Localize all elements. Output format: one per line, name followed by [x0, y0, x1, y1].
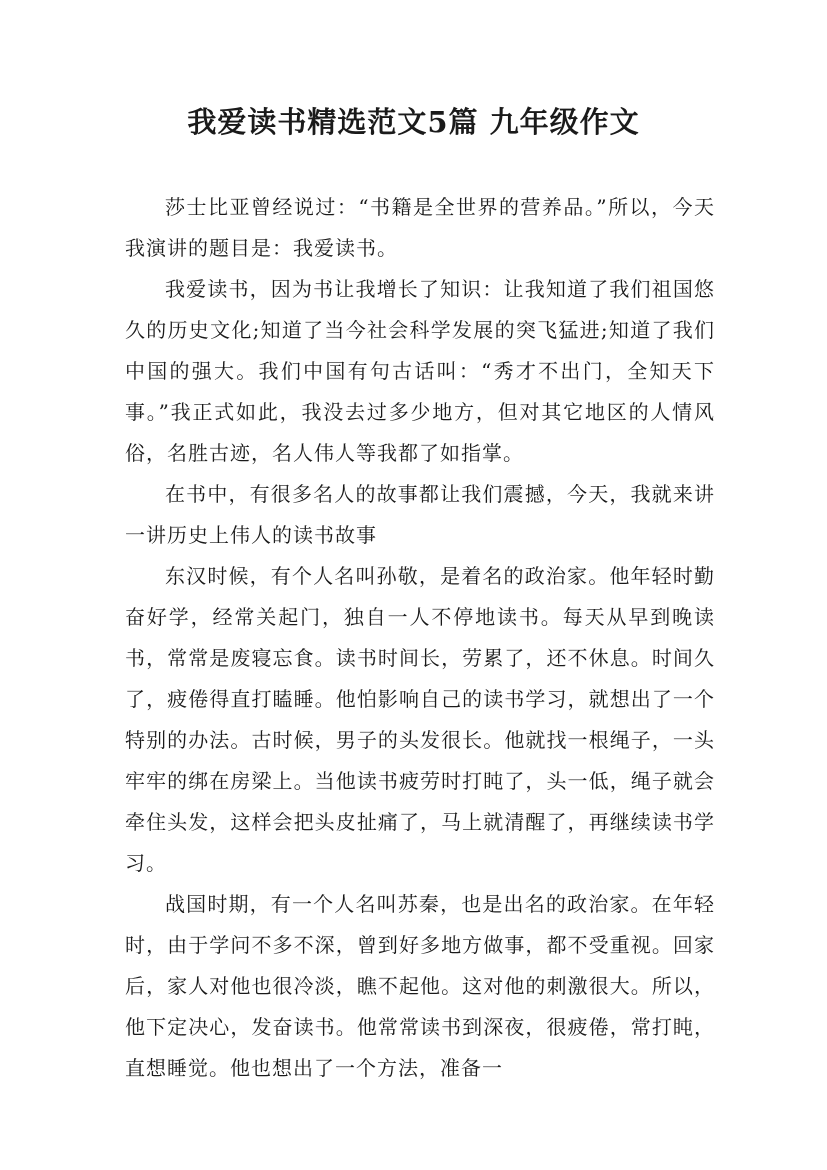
paragraph-3: 在书中，有很多名人的故事都让我们震撼，今天，我就来讲一讲历史上伟人的读书故事	[125, 482, 715, 547]
paragraph-5: 战国时期，有一个人名叫苏秦，也是出名的政治家。在年轻时，由于学问不多不深，曾到好多地方做事，都不受重视。回家后，家人对他也很冷淡，瞧不起他。这对他的刺激很大。所以，他下定决心，发奋读书。他常常读书到深夜，很疲倦，常打盹，直想睡觉。他也想出了一个方法，准备一	[125, 892, 715, 1080]
paragraph-1: 莎士比亚曾经说过：“书籍是全世界的营养品。”所以，今天我演讲的题目是：我爱读书。	[125, 195, 715, 260]
paragraph-2: 我爱读书，因为书让我增长了知识：让我知道了我们祖国悠久的历史文化;知道了当今社会科学发展的突飞猛进;知道了我们中国的强大。我们中国有句古话叫：“秀才不出门，全知天下事。”我正式如此，我没去过多少地方，但对其它地区的人情风俗，名胜古迹，名人伟人等我都了如指掌。	[125, 277, 715, 465]
document-title: 我爱读书精选范文5篇 九年级作文	[187, 105, 640, 139]
paragraph-4: 东汉时候，有个人名叫孙敬，是着名的政治家。他年轻时勤奋好学，经常关起门，独自一人不停地读书。每天从早到晚读书，常常是废寝忘食。读书时间长，劳累了，还不休息。时间久了，疲倦得直打瞌睡。他怕影响自己的读书学习，就想出了一个特别的办法。古时候，男子的头发很长。他就找一根绳子，一头牢牢的绑在房梁上。当他读书疲劳时打盹了，头一低，绳子就会牵住头发，这样会把头皮扯痛了，马上就清醒了，再继续读书学习。	[125, 564, 715, 875]
document-body	[125, 187, 715, 1089]
